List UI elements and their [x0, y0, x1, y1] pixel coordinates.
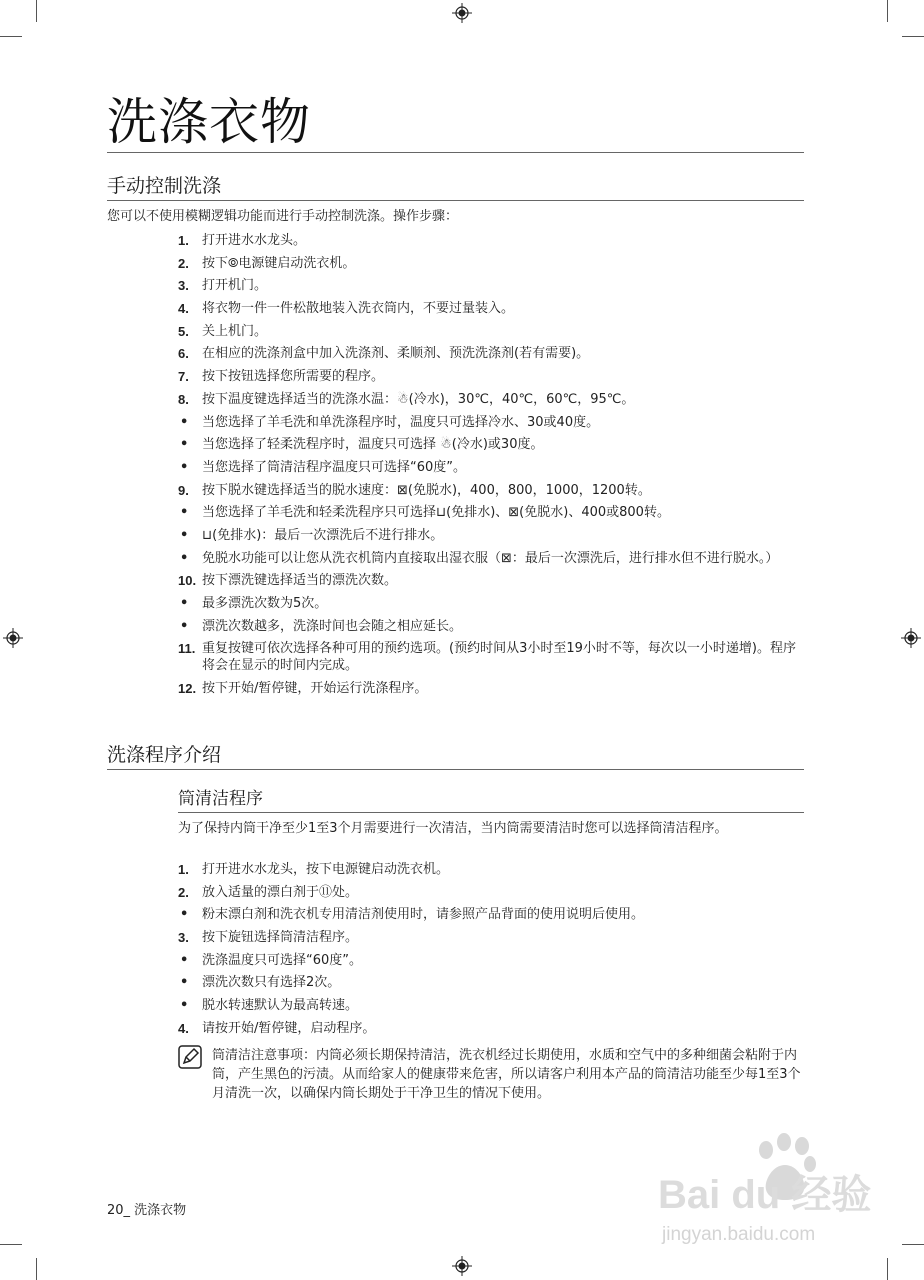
- step-number: 7.: [178, 369, 189, 385]
- bullet-marker: •: [180, 975, 189, 991]
- bullet-marker: •: [180, 527, 189, 543]
- item-text: 按下开始/暂停键，开始运行洗涤程序。: [202, 681, 428, 697]
- step-number: 9.: [178, 482, 189, 498]
- crop-mark-top-left: [0, 36, 22, 37]
- numbered-step: [178, 345, 808, 362]
- numbered-step: [178, 572, 808, 589]
- item-text: 将衣物一件一件松散地装入洗衣筒内，不要过量装入。: [202, 301, 515, 317]
- bullet-marker: •: [180, 437, 189, 453]
- step-number: 10.: [178, 573, 197, 589]
- note-pencil-icon: [178, 1045, 202, 1069]
- numbered-step: [178, 861, 808, 878]
- item-text: 漂洗次数只有选择2次。: [202, 975, 341, 991]
- numbered-step: [178, 680, 808, 697]
- step-number: 4.: [178, 301, 189, 317]
- item-text: 当您选择了羊毛洗和单洗涤程序时，温度只可选择冷水、30或40度。: [202, 414, 600, 430]
- item-text: 按下漂洗键选择适当的漂洗次数。: [202, 573, 398, 589]
- bullet-marker: •: [180, 907, 189, 923]
- step-number: 1.: [178, 233, 189, 248]
- item-text: 免脱水功能可以让您从洗衣机筒内直接取出湿衣服（⊠：最后一次漂洗后，进行排水但不进行脱水。）: [202, 550, 779, 566]
- item-text: 关上机门。: [202, 323, 268, 339]
- baidu-jingyan-watermark: [658, 1128, 908, 1253]
- subsection-intro-drum-clean: 为了保持内筒干净至少1至3个月需要进行一次清洁，当内筒需要清洁时您可以选择筒清洁程序。: [178, 821, 728, 836]
- step-number: 1.: [178, 862, 189, 877]
- numbered-step: [178, 300, 808, 317]
- item-text: 脱水转速默认为最高转速。: [202, 998, 359, 1014]
- item-text: 在相应的洗涤剂盒中加入洗涤剂、柔顺剂、预洗洗涤剂(若有需要)。: [202, 346, 590, 362]
- watermark-brand: Bai du 经验: [658, 1173, 872, 1217]
- page-footer: 20_ 洗涤衣物: [107, 1203, 187, 1218]
- bullet-item: [178, 618, 808, 635]
- item-text: 请按开始/暂停键，启动程序。: [202, 1020, 376, 1036]
- numbered-step: [178, 1020, 808, 1037]
- numbered-step: [178, 391, 808, 408]
- bullet-marker: •: [180, 998, 189, 1014]
- item-text: 当您选择了筒清洁程序温度只可选择“60度”。: [202, 459, 467, 475]
- bullet-item: [178, 550, 808, 567]
- step-number: 2.: [178, 884, 189, 900]
- page-title: 洗涤衣物: [107, 92, 804, 153]
- step-number: 3.: [178, 278, 189, 294]
- step-number: 6.: [178, 346, 189, 362]
- step-number: 12.: [178, 681, 197, 697]
- item-text: 按下按钮选择您所需要的程序。: [202, 369, 385, 385]
- crop-mark-top-right-v: [887, 0, 888, 22]
- crop-mark-bottom-right-v: [887, 1258, 888, 1280]
- manual-steps-list: [178, 232, 808, 703]
- item-text: 粉末漂白剂和洗衣机专用清洁剂使用时，请参照产品背面的使用说明后使用。: [202, 907, 645, 923]
- step-number: 4.: [178, 1020, 189, 1036]
- step-number: 8.: [178, 391, 189, 407]
- bullet-marker: •: [180, 618, 189, 634]
- item-text: 最多漂洗次数为5次。: [202, 596, 328, 611]
- crop-mark-top-right: [902, 36, 924, 37]
- item-text: 漂洗次数越多，洗涤时间也会随之相应延长。: [202, 618, 463, 634]
- bullet-marker: •: [180, 952, 189, 968]
- subsection-heading-drum-clean: 筒清洁程序: [178, 786, 804, 813]
- numbered-step: [178, 255, 808, 272]
- item-text: 洗涤温度只可选择“60度”。: [202, 952, 363, 968]
- bullet-item: [178, 997, 808, 1014]
- registration-mark-left: [3, 628, 23, 648]
- item-text: 按下脱水键选择适当的脱水速度：⊠(免脱水)，400，800，1000，1200转。: [202, 482, 651, 498]
- drum-clean-note: 筒清洁注意事项：内筒必须长期保持清洁，洗衣机经过长期使用，水质和空气中的多种细菌会粘附于内筒，产生黑色的污渍。从而给家人的健康带来危害，所以请客户利用本产品的筒清洁功能至少每1至3个月清洗一次，以确保内筒长期处于干净卫生的情况下使用。: [212, 1048, 801, 1101]
- crop-mark-top-left-v: [36, 0, 37, 22]
- numbered-step: [178, 277, 808, 294]
- item-text: 按下⦾电源键启动洗衣机。: [202, 255, 356, 271]
- section-heading-manual: 手动控制洗涤: [107, 172, 804, 201]
- bullet-item: [178, 459, 808, 476]
- numbered-step: [178, 929, 808, 946]
- numbered-step: [178, 482, 808, 499]
- crop-mark-bottom-left: [0, 1244, 22, 1245]
- bullet-item: [178, 436, 808, 453]
- numbered-step: [178, 884, 808, 901]
- bullet-item: [178, 595, 808, 612]
- step-number: 5.: [178, 323, 189, 339]
- registration-mark-top: [452, 3, 472, 23]
- registration-mark-bottom: [452, 1256, 472, 1276]
- numbered-step: [178, 232, 808, 249]
- item-text: 当您选择了羊毛洗和轻柔洗程序只可选择⊔(免排水)、⊠(免脱水)、400或800转。: [202, 505, 670, 521]
- registration-mark-right: [901, 628, 921, 648]
- item-text: 打开进水水龙头。: [202, 233, 307, 248]
- numbered-step: [178, 323, 808, 340]
- section-intro-manual: 您可以不使用模糊逻辑功能而进行手动控制洗涤。操作步骤：: [107, 209, 459, 224]
- item-text: 打开进水水龙头，按下电源键启动洗衣机。: [202, 862, 450, 877]
- item-text: 打开机门。: [202, 278, 268, 294]
- bullet-marker: •: [180, 550, 189, 566]
- step-number: 2.: [178, 255, 189, 271]
- crop-mark-bottom-left-v: [36, 1258, 37, 1280]
- item-text: 按下温度键选择适当的洗涤水温：☃(冷水)，30℃，40℃，60℃，95℃。: [202, 391, 635, 407]
- section-heading-programs: 洗涤程序介绍: [107, 741, 804, 770]
- bullet-marker: •: [180, 459, 189, 475]
- bullet-marker: •: [180, 505, 189, 521]
- item-text: ⊔(免排水)：最后一次漂洗后不进行排水。: [202, 527, 444, 543]
- step-number: 11.: [178, 641, 196, 657]
- item-text: 按下旋钮选择筒清洁程序。: [202, 930, 359, 946]
- bullet-item: [178, 974, 808, 991]
- step-number: 3.: [178, 930, 189, 946]
- numbered-step: [178, 368, 808, 385]
- bullet-marker: •: [180, 414, 189, 430]
- item-text: 重复按键可依次选择各种可用的预约选项。(预约时间从3小时至19小时不等，每次以一小时递增)。程序将会在显示的时间内完成。: [202, 641, 796, 674]
- bullet-item: [178, 952, 808, 969]
- item-text: 放入适量的漂白剂于⑪处。: [202, 884, 359, 900]
- bullet-item: [178, 504, 808, 521]
- bullet-item: [178, 906, 808, 923]
- bullet-item: [178, 414, 808, 431]
- item-text: 当您选择了轻柔洗程序时，温度只可选择 ☃(冷水)或30度。: [202, 437, 544, 453]
- bullet-marker: •: [180, 596, 189, 611]
- watermark-url: jingyan.baidu.com: [662, 1224, 816, 1245]
- numbered-step: [178, 640, 808, 674]
- bullet-item: [178, 527, 808, 544]
- drum-clean-steps-list: [178, 861, 808, 1043]
